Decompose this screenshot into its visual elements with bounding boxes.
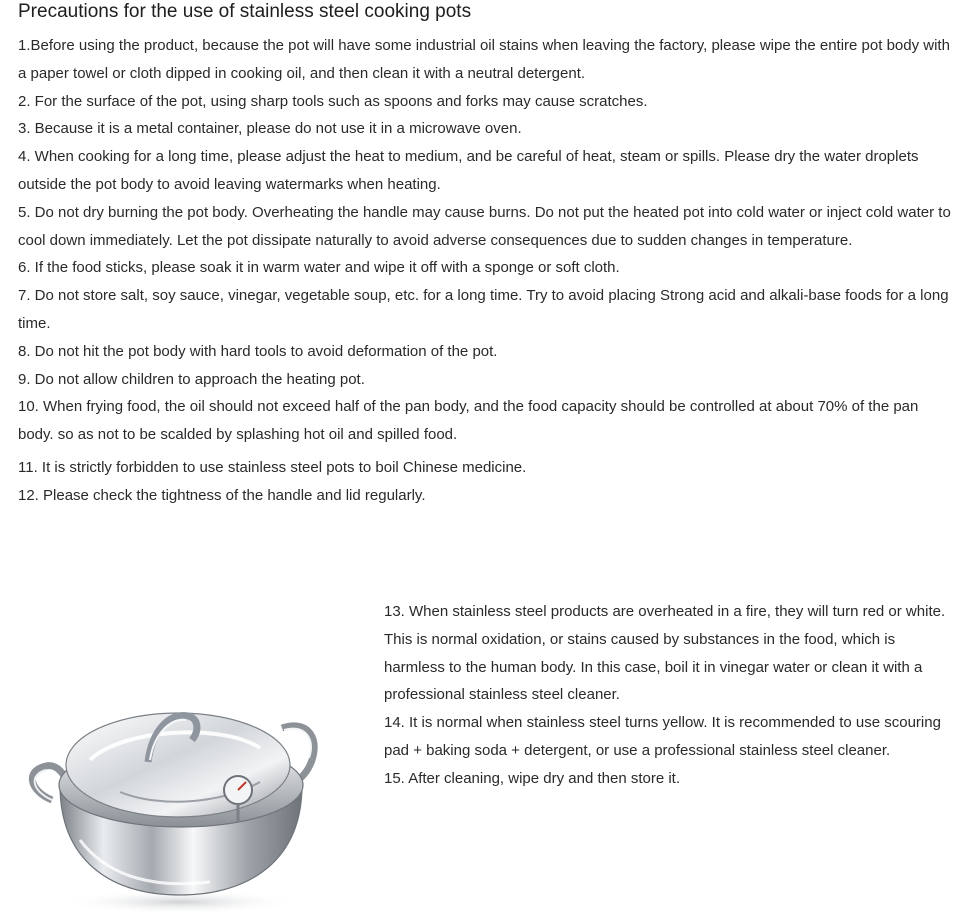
precaution-item-9: 9. Do not allow children to approach the heating pot. <box>18 370 365 388</box>
precaution-item-13: 13. When stainless steel products are overheated in a fire, they will turn red or white. This is normal oxidation, or stains caused by substances in the food, which is harmless to the human body. In this case, boil it in vinegar water or clean it with a professional stainless steel cleaner. <box>384 603 946 704</box>
precaution-item-4: 4. When cooking for a long time, please adjust the heat to medium, and be careful of heat, steam or spills. Please dry the water droplets outside the pot body to avoid leaving watermarks when heating. <box>18 148 919 193</box>
precaution-item-1: 1.Before using the product, because the pot will have some industrial oil stains when leaving the factory, please wipe the entire pot body with a paper towel or cloth dipped in cooking oil, and then clean it with a neutral detergent. <box>18 37 950 82</box>
precaution-item-5: 5. Do not dry burning the pot body. Overheating the handle may cause burns. Do not put the heated pot into cold water or inject cold water to cool down immediately. Let the pot dissipate naturally to avoid adverse consequences due to sudden changes in temperature. <box>18 203 951 249</box>
precaution-item-6: 6. If the food sticks, please soak it in warm water and wipe it off with a sponge or soft cloth. <box>18 259 620 277</box>
precaution-item-12: 12. Please check the tightness of the handle and lid regularly. <box>18 486 426 504</box>
precaution-item-14: 14. It is normal when stainless steel turns yellow. It is recommended to use scouring pad + baking soda + detergent, or use a professional stainless steel cleaner. <box>384 714 941 759</box>
precaution-item-7: 7. Do not store salt, soy sauce, vinegar, vegetable soup, etc. for a long time. Try to avoid placing Strong acid and alkali-base foods for a long time. <box>18 287 949 332</box>
pot-lid <box>66 713 290 817</box>
page-title: Precautions for the use of stainless steel cooking pots <box>18 1 472 22</box>
precaution-item-2: 2. For the surface of the pot, using sharp tools such as spoons and forks may cause scratches. <box>18 92 648 110</box>
precaution-item-10: 10. When frying food, the oil should not exceed half of the pan body, and the food capacity should be controlled at about 70% of the pan body. so as not to be scalded by splashing hot oil and spilled food. <box>18 398 919 444</box>
stainless-steel-pot-image <box>20 690 330 915</box>
precaution-item-11: 11. It is strictly forbidden to use stainless steel pots to boil Chinese medicine. <box>18 458 527 476</box>
precautions-list <box>18 32 958 510</box>
precaution-item-8: 8. Do not hit the pot body with hard tools to avoid deformation of the pot. <box>18 342 498 360</box>
precaution-item-15: 15. After cleaning, wipe dry and then store it. <box>384 769 681 787</box>
side-precautions-list <box>384 598 960 793</box>
precaution-item-3: 3. Because it is a metal container, please do not use it in a microwave oven. <box>18 120 522 138</box>
